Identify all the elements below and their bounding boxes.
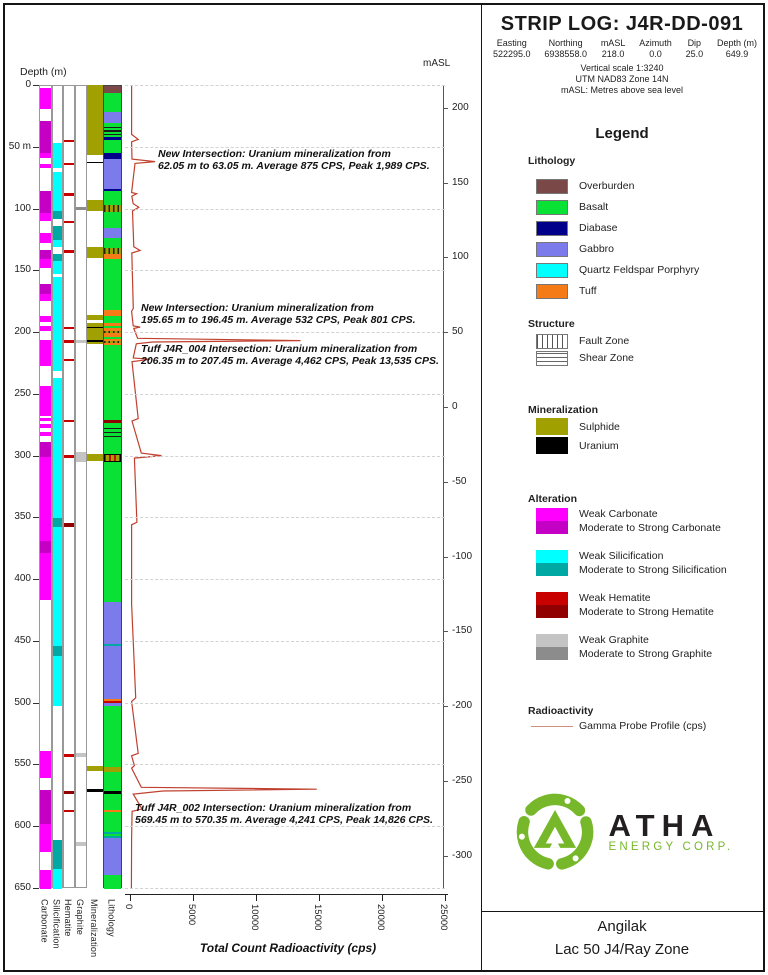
x-tick-label: 10000 xyxy=(249,904,260,931)
legend-item-label: Tuff xyxy=(579,285,597,297)
collar-field-northing: Northing 6938558.0 xyxy=(544,38,587,59)
annotation-3: Tuff J4R_004 Intersection: Uranium mineralization from 206.35 m to 207.45 m. Average 4,462 CPS, Peak 13,535 CPS. xyxy=(141,343,439,367)
masl-axis-header: mASL xyxy=(423,58,451,69)
depth-tick-label: 650 xyxy=(14,882,31,893)
atha-sub: ENERGY CORP. xyxy=(608,841,734,853)
annotation-4: Tuff J4R_002 Intersection: Uranium mineralization from 569.45 m to 570.35 m. Average 4,241 CPS, Peak 14,826 CPS. xyxy=(135,802,433,826)
depth-tick-label: 600 xyxy=(14,820,31,832)
x-tick-label: 15000 xyxy=(312,904,323,931)
masl-tick-label: 0 xyxy=(452,401,458,413)
x-tick-label: 20000 xyxy=(375,904,386,931)
legend-item-label: Gabbro xyxy=(579,243,615,255)
depth-tick-label: 150 xyxy=(14,264,31,276)
masl-tick-label: 50 xyxy=(452,326,464,338)
masl-tick-label: 200 xyxy=(452,101,469,113)
column-label-lithology: Lithology xyxy=(106,899,117,937)
annotation-2: New Intersection: Uranium mineralization from 195.65 m to 196.45 m. Average 532 CPS, Peak 801 CPS. xyxy=(141,302,416,326)
depth-tick-label: 250 xyxy=(14,387,31,399)
legend-section-mineralization: Mineralization xyxy=(528,404,599,416)
depth-tick-label: 300 xyxy=(14,449,31,461)
collar-field-dip: Dip 25.0 xyxy=(685,38,704,59)
column-label-carbonate: Carbonate xyxy=(39,899,50,943)
masl-tick-label: -150 xyxy=(452,625,473,637)
alteration-strong-label: Moderate to Strong Graphite xyxy=(579,648,713,660)
depth-tick-label: 400 xyxy=(14,573,31,585)
depth-tick-label: 0 xyxy=(25,79,31,90)
depth-tick-label: 550 xyxy=(14,758,31,770)
atha-brand: ATHA xyxy=(608,808,721,843)
depth-tick-label: 500 xyxy=(14,696,31,708)
alteration-weak-label: Weak Silicification xyxy=(579,550,664,562)
depth-tick-label: 100 xyxy=(14,202,31,214)
annotation-1: New Intersection: Uranium mineralization from 62.05 m to 63.05 m. Average 875 CPS, Peak 1,989 CPS. xyxy=(158,148,430,172)
page-title: STRIP LOG: J4R-DD-091 xyxy=(500,13,744,35)
legend-title: Legend xyxy=(595,125,649,142)
legend-item-label: Sulphide xyxy=(579,421,620,433)
legend-section-radioactivity: Radioactivity xyxy=(528,705,594,717)
depth-tick-label: 50 m xyxy=(8,140,31,152)
depth-axis-header: Depth (m) xyxy=(20,66,67,78)
collar-field-easting: Easting 522295.0 xyxy=(493,38,531,59)
masl-tick-label: -100 xyxy=(452,550,473,562)
alteration-weak-label: Weak Graphite xyxy=(579,634,649,646)
legend-item-label: Basalt xyxy=(579,201,609,213)
masl-tick-label: 150 xyxy=(452,176,469,188)
radioactivity-axis-title: Total Count Radioactivity (cps) xyxy=(199,941,377,955)
legend-item-label: Overburden xyxy=(579,180,635,192)
legend-item-label: Diabase xyxy=(579,222,618,234)
project-name: Angilak xyxy=(597,918,647,935)
legend-item-label: Quartz Feldspar Porphyry xyxy=(579,264,700,276)
alteration-strong-label: Moderate to Strong Hematite xyxy=(579,606,714,618)
collar-field-azimuth: Azimuth 0.0 xyxy=(639,38,672,59)
column-label-graphite: Graphite xyxy=(75,899,85,936)
gamma-sample-label: Gamma Probe Profile (cps) xyxy=(579,720,707,732)
alteration-strong-label: Moderate to Strong Carbonate xyxy=(579,522,721,534)
column-label-silicification: Silicification xyxy=(51,899,62,949)
column-label-hematite: Hematite xyxy=(63,899,73,937)
depth-tick-label: 200 xyxy=(14,326,31,338)
legend-section-structure: Structure xyxy=(528,318,575,330)
column-label-mineralization: Mineralization xyxy=(89,899,99,958)
collar-field-depthm: Depth (m) 649.9 xyxy=(716,38,757,59)
x-tick-label: 0 xyxy=(123,904,134,910)
masl-tick-label: 100 xyxy=(452,251,469,263)
x-tick-label: 25000 xyxy=(438,904,449,931)
alteration-strong-label: Moderate to Strong Silicification xyxy=(579,564,727,576)
legend-item-label: Shear Zone xyxy=(579,352,634,364)
collar-field-masl: mASL 218.0 xyxy=(600,38,626,59)
masl-tick-label: -250 xyxy=(452,774,473,786)
masl-tick-label: -50 xyxy=(452,475,467,487)
scale-notes: Vertical scale 1:3240 UTM NAD83 Zone 14N mASL: Metres above sea level xyxy=(560,63,684,95)
alteration-weak-label: Weak Hematite xyxy=(579,592,651,604)
zone-name: Lac 50 J4/Ray Zone xyxy=(554,941,690,958)
alteration-weak-label: Weak Carbonate xyxy=(579,508,658,520)
masl-tick-label: -200 xyxy=(452,700,473,712)
depth-tick-label: 450 xyxy=(14,634,31,646)
depth-tick-label: 350 xyxy=(14,511,31,523)
x-tick-label: 5000 xyxy=(186,904,197,926)
page-frame xyxy=(3,3,765,972)
legend-item-label: Fault Zone xyxy=(579,335,630,347)
legend-section-alteration: Alteration xyxy=(528,493,578,505)
masl-tick-label: -300 xyxy=(452,849,473,861)
legend-section-lithology: Lithology xyxy=(528,155,576,167)
legend-item-label: Uranium xyxy=(579,440,619,452)
